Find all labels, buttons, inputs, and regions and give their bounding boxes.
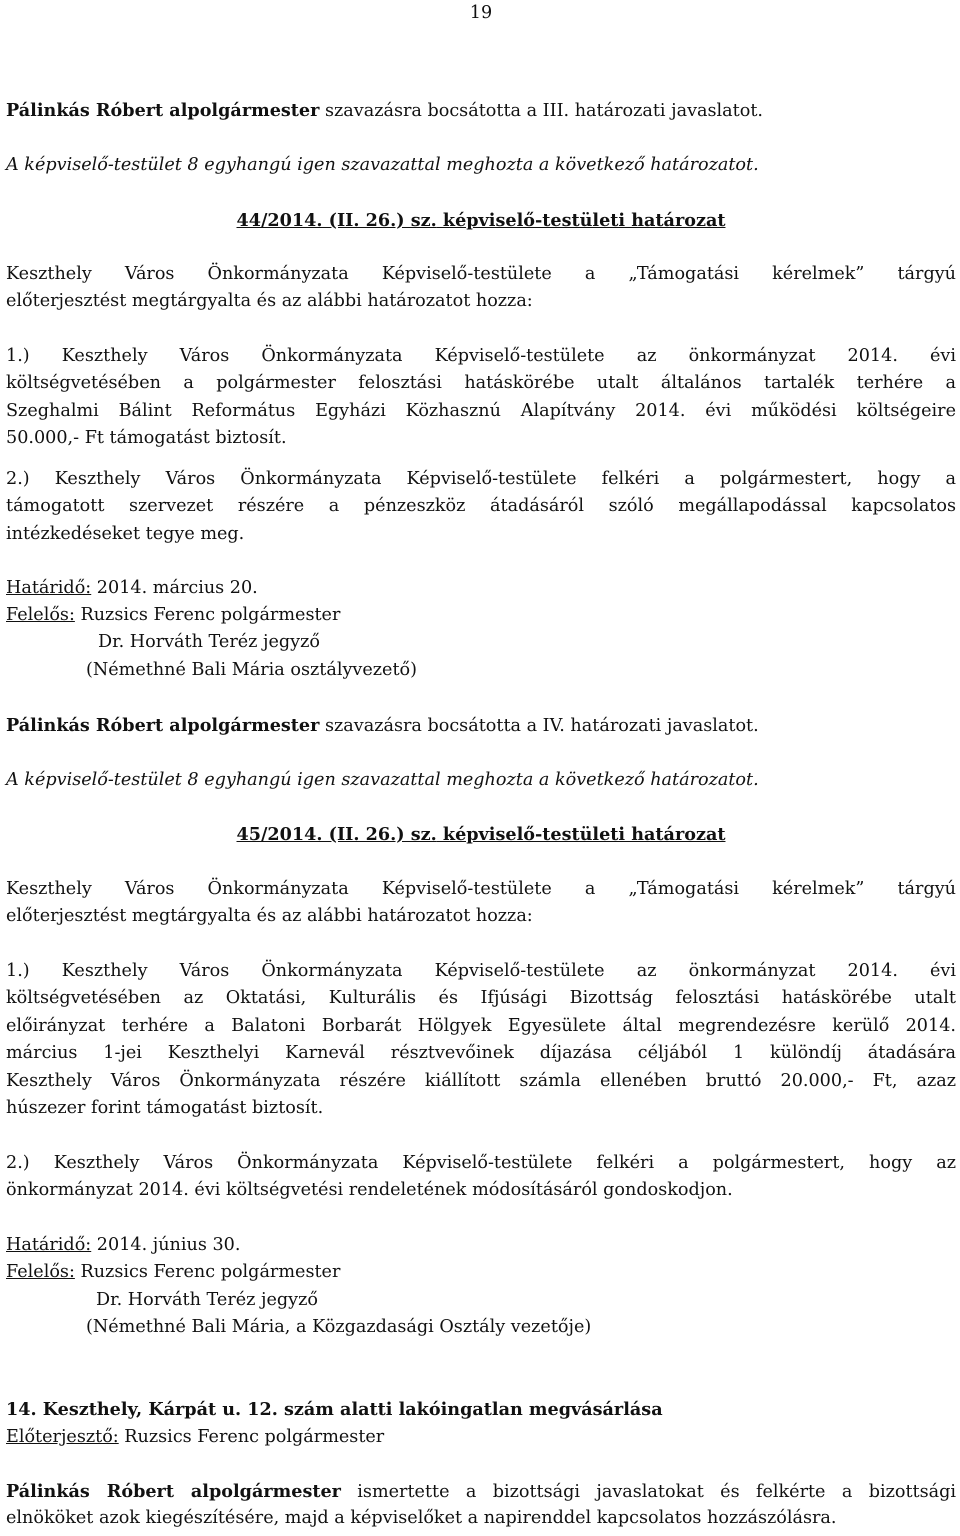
- res44-responsible-3: (Némethné Bali Mária osztályvezető): [86, 660, 417, 680]
- vote-line-2: Pálinkás Róbert alpolgármester szavazásra bocsátotta a IV. határozati javaslatot.: [6, 715, 759, 736]
- speaker-name: Pálinkás Róbert alpolgármester: [6, 100, 320, 121]
- res45-responsible-2: Dr. Horváth Teréz jegyző: [96, 1290, 318, 1310]
- res44-point1-line-3: Szeghalmi Bálint Református Egyházi Közhasznú Alapítvány 2014. évi működési költségeire: [6, 401, 956, 421]
- item-14-closing-line-2: elnököket azok kiegészítésére, majd a képviselőket a napirenddel kapcsolatos hozzászólásra.: [6, 1508, 837, 1528]
- res45-point1-line-1: 1.) Keszthely Város Önkormányzata Képviselő-testülete az önkormányzat 2014. évi: [6, 961, 956, 981]
- res44-responsible-2: Dr. Horváth Teréz jegyző: [98, 632, 320, 652]
- resolution-45-title: 45/2014. (II. 26.) sz. képviselő-testületi határozat: [236, 824, 726, 845]
- res44-intro-line-2: előterjesztést megtárgyalta és az alábbi határozatot hozza:: [6, 291, 533, 311]
- res44-intro-line-1: Keszthely Város Önkormányzata Képviselő-testülete a „Támogatási kérelmek” tárgyú: [6, 264, 956, 284]
- resolution-44-title: 44/2014. (II. 26.) sz. képviselő-testületi határozat: [236, 210, 726, 231]
- res45-intro-line-2: előterjesztést megtárgyalta és az alábbi határozatot hozza:: [6, 906, 533, 926]
- res45-responsible-3: (Némethné Bali Mária, a Közgazdasági Osztály vezetője): [86, 1317, 592, 1337]
- res45-point2-line-2: önkormányzat 2014. évi költségvetési rendeletének módosításáról gondoskodjon.: [6, 1180, 733, 1200]
- res45-deadline: Határidő: 2014. június 30.: [6, 1235, 241, 1255]
- res44-point2-line-3: intézkedéseket tegye meg.: [6, 524, 245, 544]
- res45-responsible: Felelős: Ruzsics Ferenc polgármester: [6, 1262, 341, 1282]
- item-14-closing-line-1: Pálinkás Róbert alpolgármester ismertette a bizottsági javaslatokat és felkérte a bizottsági: [6, 1481, 956, 1502]
- item-14-heading: 14. Keszthely, Kárpát u. 12. szám alatti lakóingatlan megvásárlása: [6, 1399, 663, 1420]
- res45-point1-line-6: húszezer forint támogatást biztosít.: [6, 1098, 324, 1118]
- res44-point1-line-2: költségvetésében a polgármester felosztási hatáskörébe utalt általános tartalék terhére a: [6, 373, 956, 393]
- res45-point1-line-2: költségvetésében az Oktatási, Kulturális és Ifjúsági Bizottság felosztási hatáskörébe utalt: [6, 988, 956, 1008]
- res45-point1-line-5: Keszthely Város Önkormányzata részére kiállított számla ellenében bruttó 20.000,- Ft, azaz: [6, 1071, 956, 1091]
- res45-intro-line-1: Keszthely Város Önkormányzata Képviselő-testülete a „Támogatási kérelmek” tárgyú: [6, 879, 956, 899]
- res44-deadline: Határidő: 2014. március 20.: [6, 578, 258, 598]
- document-page: [6, 0, 956, 1536]
- res44-point1-line-1: 1.) Keszthely Város Önkormányzata Képviselő-testülete az önkormányzat 2014. évi: [6, 346, 956, 366]
- item-14-presenter: Előterjesztő: Ruzsics Ferenc polgármester: [6, 1427, 385, 1447]
- vote-line-1: Pálinkás Róbert alpolgármester szavazásra bocsátotta a III. határozati javaslatot.: [6, 100, 763, 121]
- res45-point2-line-1: 2.) Keszthely Város Önkormányzata Képviselő-testülete felkéri a polgármestert, hogy az: [6, 1153, 956, 1173]
- res45-point1-line-3: előirányzat terhére a Balatoni Borbarát Hölgyek Egyesülete által megrendezésre kerülő 2014.: [6, 1016, 956, 1036]
- res44-point2-line-1: 2.) Keszthely Város Önkormányzata Képviselő-testülete felkéri a polgármestert, hogy a: [6, 469, 956, 489]
- res44-point2-line-2: támogatott szervezet részére a pénzeszköz átadásáról szóló megállapodással kapcsolatos: [6, 496, 956, 516]
- speaker-name: Pálinkás Róbert alpolgármester: [6, 715, 320, 736]
- res45-point1-line-4: március 1-jei Keszthelyi Karnevál résztvevőinek díjazása céljából 1 különdíj átadására: [6, 1043, 956, 1063]
- page-number: 19: [469, 3, 493, 23]
- decision-line-1: A képviselő-testület 8 egyhangú igen szavazattal meghozta a következő határozatot.: [6, 155, 759, 175]
- res44-responsible: Felelős: Ruzsics Ferenc polgármester: [6, 605, 341, 625]
- res44-point1-line-4: 50.000,- Ft támogatást biztosít.: [6, 428, 287, 448]
- decision-line-2: A képviselő-testület 8 egyhangú igen szavazattal meghozta a következő határozatot.: [6, 770, 759, 790]
